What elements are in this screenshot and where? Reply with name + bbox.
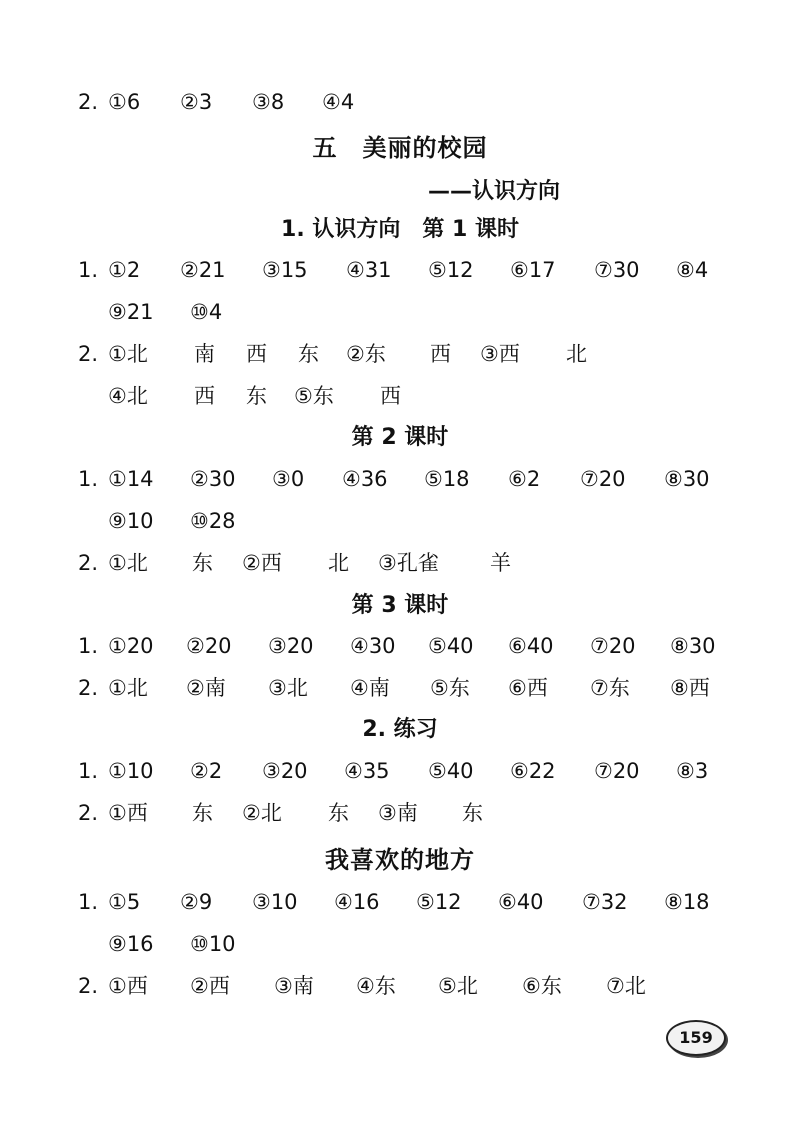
answer-item: ②东 <box>346 342 386 366</box>
answer-item: ①北 <box>108 676 148 700</box>
answer-item: ⑩4 <box>190 300 223 324</box>
item-number: 1. <box>78 258 99 282</box>
item-number: 2. <box>78 676 99 700</box>
answer-line <box>0 628 800 664</box>
page-number: 159 <box>666 1020 726 1056</box>
answer-item: ⑥40 <box>498 890 544 914</box>
answer-item: ①5 <box>108 890 141 914</box>
answer-item: ④30 <box>350 634 396 658</box>
answer-line <box>0 336 800 372</box>
answer-item: ③15 <box>262 258 308 282</box>
answer-item: ④31 <box>346 258 392 282</box>
unit-title: 五 美丽的校园 <box>312 134 488 162</box>
answer-item: ⑤40 <box>428 759 474 783</box>
answer-line <box>0 294 800 330</box>
answer-item: ③西 <box>480 342 520 366</box>
answer-item: 西 <box>380 384 401 408</box>
section-title: 2. 练习 <box>362 717 438 742</box>
answer-item: 北 <box>566 342 587 366</box>
answer-item: ②北 <box>242 801 282 825</box>
answer-item: ⑦东 <box>590 676 630 700</box>
answer-item: ⑨16 <box>108 932 154 956</box>
answer-line-top <box>0 84 800 120</box>
answer-item: ⑦20 <box>580 467 626 491</box>
answer-item: ⑩28 <box>190 509 236 533</box>
answer-item: ⑤18 <box>424 467 470 491</box>
answer-item: ①北 <box>108 551 148 575</box>
answer-item: ⑧30 <box>664 467 710 491</box>
item-number: 2. <box>78 974 99 998</box>
answer-item: ④36 <box>342 467 388 491</box>
answer-line <box>0 461 800 497</box>
answer-item: ⑨21 <box>108 300 154 324</box>
answer-line <box>0 545 800 581</box>
answer-item: 东 <box>192 801 213 825</box>
section-title: 我喜欢的地方 <box>325 846 475 874</box>
section-title: 1. 认识方向 第 1 课时 <box>281 217 519 242</box>
answer-item: ⑦20 <box>590 634 636 658</box>
answer-item: ①14 <box>108 467 154 491</box>
answer-item: 东 <box>328 801 349 825</box>
answer-item: ⑦北 <box>606 974 646 998</box>
answer-item: ⑥17 <box>510 258 556 282</box>
answer-item: 东 <box>462 801 483 825</box>
answer-item: ⑩10 <box>190 932 236 956</box>
answer-item: ⑥40 <box>508 634 554 658</box>
answer-item: ⑤40 <box>428 634 474 658</box>
answer-item: ③20 <box>262 759 308 783</box>
answer-item: ③10 <box>252 890 298 914</box>
answer-item: ⑧3 <box>676 759 709 783</box>
answer-line <box>0 753 800 789</box>
answer-item: ⑨10 <box>108 509 154 533</box>
answer-item: ②30 <box>190 467 236 491</box>
answer-item: 东 <box>192 551 213 575</box>
answer-item: ④南 <box>350 676 390 700</box>
answer-item: ③南 <box>274 974 314 998</box>
answer-item: ⑤12 <box>428 258 474 282</box>
item-number: 1. <box>78 467 99 491</box>
answer-item: ③20 <box>268 634 314 658</box>
lesson-title: 第 3 课时 <box>351 593 449 618</box>
answer-item: ⑥2 <box>508 467 541 491</box>
answer-item: ⑦20 <box>594 759 640 783</box>
lesson-title: 第 2 课时 <box>351 425 449 450</box>
answer-item: ①西 <box>108 801 148 825</box>
item-number: 2. <box>78 90 99 114</box>
answer-item: 羊 <box>490 551 511 575</box>
answer-item: 南 <box>194 342 215 366</box>
answer-item: ⑧4 <box>676 258 709 282</box>
answer-line <box>0 795 800 831</box>
answer-item: ③北 <box>268 676 308 700</box>
answer-item: ⑧西 <box>670 676 710 700</box>
answer-item: ⑥22 <box>510 759 556 783</box>
answer-item: ①20 <box>108 634 154 658</box>
answer-line <box>0 252 800 288</box>
answer-item: ⑧18 <box>664 890 710 914</box>
answer-item: 北 <box>328 551 349 575</box>
answer-item: ④北 <box>108 384 148 408</box>
item-number: 2. <box>78 342 99 366</box>
answer-line <box>0 670 800 706</box>
answer-line <box>0 884 800 920</box>
answer-item: ②西 <box>242 551 282 575</box>
answer-item: 西 <box>246 342 267 366</box>
answer-item: 西 <box>194 384 215 408</box>
answer-item: ⑤东 <box>294 384 334 408</box>
answer-item: ④东 <box>356 974 396 998</box>
answer-line <box>0 503 800 539</box>
answer-item: ②20 <box>186 634 232 658</box>
item-number: 1. <box>78 890 99 914</box>
answer-item: ①6 <box>108 90 141 114</box>
answer-item: ④35 <box>344 759 390 783</box>
item-number: 2. <box>78 551 99 575</box>
item-number: 2. <box>78 801 99 825</box>
answer-item: ⑤北 <box>438 974 478 998</box>
answer-item: 东 <box>298 342 319 366</box>
answer-line <box>0 378 800 414</box>
answer-item: ⑤12 <box>416 890 462 914</box>
unit-subtitle: ——认识方向 <box>428 179 561 204</box>
answer-item: ④4 <box>322 90 355 114</box>
answer-item: ⑧30 <box>670 634 716 658</box>
answer-item: ②西 <box>190 974 230 998</box>
answer-item: ①2 <box>108 258 141 282</box>
answer-item: ⑦30 <box>594 258 640 282</box>
answer-item: ③南 <box>378 801 418 825</box>
item-number: 1. <box>78 759 99 783</box>
answer-item: ⑦32 <box>582 890 628 914</box>
answer-item: 东 <box>246 384 267 408</box>
answer-item: ③0 <box>272 467 305 491</box>
answer-item: ③8 <box>252 90 285 114</box>
answer-item: ①西 <box>108 974 148 998</box>
answer-item: ①10 <box>108 759 154 783</box>
answer-item: ②3 <box>180 90 213 114</box>
answer-line <box>0 968 800 1004</box>
answer-item: ⑤东 <box>430 676 470 700</box>
answer-item: ②2 <box>190 759 223 783</box>
answer-item: ④16 <box>334 890 380 914</box>
answer-item: ⑥东 <box>522 974 562 998</box>
item-number: 1. <box>78 634 99 658</box>
answer-item: ②南 <box>186 676 226 700</box>
answer-item: ⑥西 <box>508 676 548 700</box>
answer-line <box>0 926 800 962</box>
answer-item: ③孔雀 <box>378 551 439 575</box>
answer-item: ①北 <box>108 342 148 366</box>
answer-item: ②9 <box>180 890 213 914</box>
answer-item: 西 <box>430 342 451 366</box>
answer-item: ②21 <box>180 258 226 282</box>
